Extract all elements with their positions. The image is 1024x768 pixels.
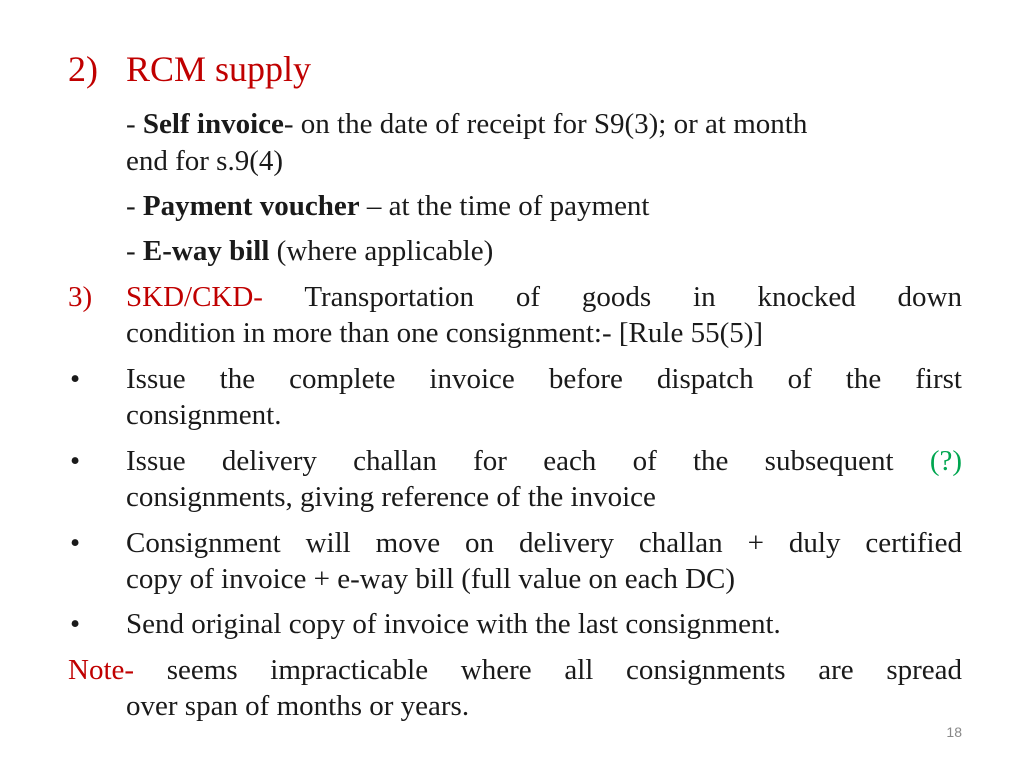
self-invoice-line-2: end for s.9(4) — [126, 145, 284, 177]
page-number: 18 — [946, 724, 962, 740]
eway-bill-line — [126, 233, 962, 269]
bullet-2-text: Issue delivery challan for each of the subsequent — [126, 445, 894, 477]
dash: - — [126, 235, 143, 267]
bullet-4-line: Send original copy of invoice with the last consignment. — [126, 608, 781, 640]
bullet-marker: • — [70, 445, 81, 477]
skd-desc: Transportation of goods in knocked down — [304, 281, 962, 313]
skd-line-2: condition in more than one consignment:- [Rule 55(5)] — [126, 317, 764, 349]
payment-voucher-line — [126, 188, 962, 224]
section-title: RCM supply — [126, 49, 312, 89]
section-heading — [68, 48, 311, 90]
note-line — [68, 652, 962, 688]
eway-bill-term: E-way bill — [142, 235, 270, 267]
self-invoice-line — [126, 106, 962, 142]
note-label: Note- — [68, 654, 135, 686]
bullet-3-line: Consignment will move on delivery challan + duly certified — [126, 527, 962, 559]
bullet-2-line-2: consignments, giving reference of the invoice — [126, 481, 656, 513]
bullet-marker: • — [70, 527, 81, 559]
section-number: 2) — [68, 49, 98, 89]
bullet-marker: • — [70, 608, 81, 640]
eway-bill-desc: (where applicable) — [269, 235, 494, 267]
dash: - — [126, 108, 143, 140]
self-invoice-term: Self invoice — [142, 108, 284, 140]
skd-line — [126, 279, 962, 315]
bullet-3-line-2: copy of invoice + e-way bill (full value on each DC) — [126, 563, 736, 595]
payment-voucher-term: Payment voucher — [142, 190, 360, 222]
bullet-1-line: Issue the complete invoice before dispatch of the first — [126, 363, 962, 395]
bullet-1-line-2: consignment. — [126, 399, 282, 431]
payment-voucher-desc: – at the time of payment — [359, 190, 650, 222]
skd-number: 3) — [68, 281, 93, 313]
bullet-marker: • — [70, 363, 81, 395]
dash: - — [126, 190, 143, 222]
skd-label: SKD/CKD- — [126, 281, 263, 313]
note-text: seems impracticable where all consignments are spread — [166, 654, 963, 686]
note-line-2: over span of months or years. — [126, 690, 470, 722]
query-mark: (?) — [929, 445, 963, 477]
self-invoice-desc: - on the date of receipt for S9(3); or at month — [283, 108, 808, 140]
bullet-2-line — [126, 443, 962, 479]
